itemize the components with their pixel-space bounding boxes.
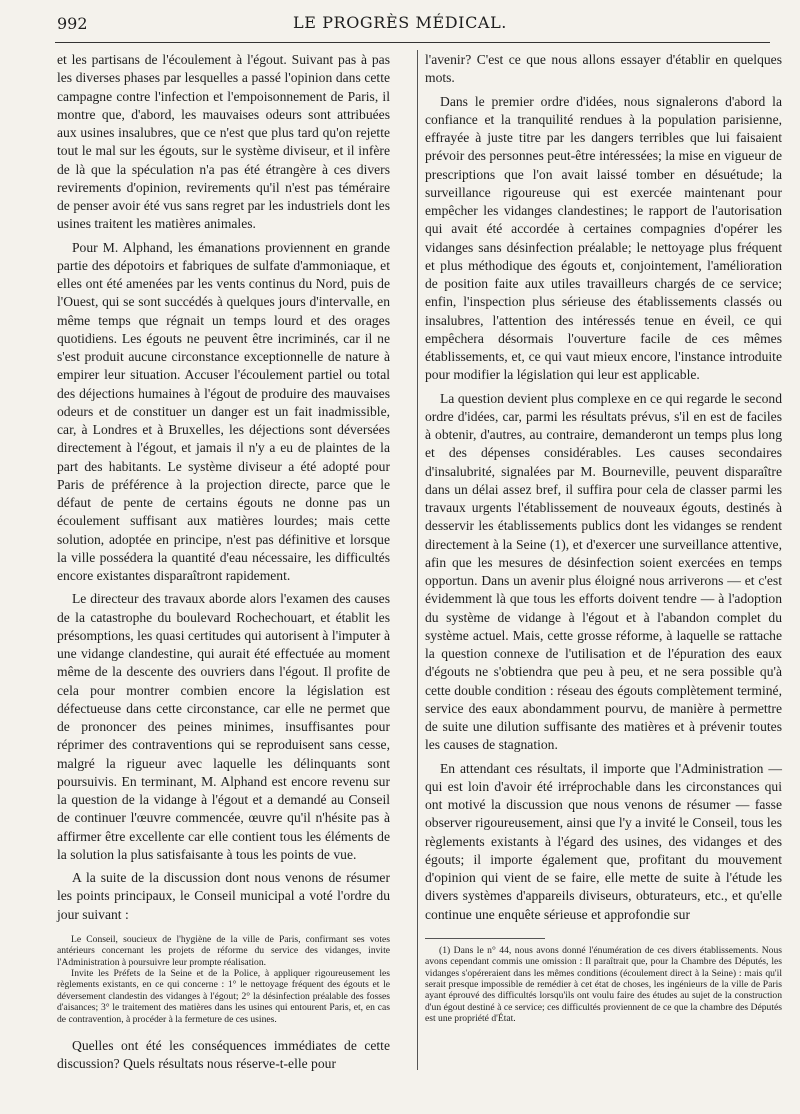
right-column [425,51,782,1025]
paragraph-left-5: Quelles ont été les conséquences immédiates de cette discussion? Quels résultats nous réserve-t-elle pour [57,1038,390,1072]
paragraph-left-1: et les partisans de l'écoulement à l'égout. Suivant pas à pas les diverses phases par lesquelles a passé l'opinion dans cette campagne contre l'infection et l'empoisonnement de Paris, il montre que, d'abord, les mauvaises odeurs sont attribuées aux usines insalubres, que ce n'est que plus tard qu'on rejette tout le mal sur les égouts, sur le système diviseur, et il infère de là que la spéculation n'a pas été étrangère à ces divers revirements d'opinion, revirements qu'il n'est pas téméraire de penser avoir été vus sans regret par les industriels dont les usines traitent les matières animales. [57,52,390,232]
header-rule [55,42,770,43]
paragraph-left-4: A la suite de la discussion dont nous venons de résumer les points principaux, le Conseil municipal a voté l'ordre du jour suivant : [57,870,390,922]
paragraph-right-2: Dans le premier ordre d'idées, nous signalerons d'abord la confiance et la tranquilité rendues à la population parisienne, effrayée à juste titre par les dangers terribles que lui faisaient prévoir des personnes peut-être intéressées; la mise en vigueur de prescriptions que l'on avait laissé tomber en désuétude; la surveillance rigoureuse qui est exercée maintenant pour empêcher les vidanges clandestines; le rapport de l'autorisation qui avait été accordée à certaines compagnies d'opérer les vidanges sans désinfection préalable; le nettoyage plus fréquent et plus méthodique des égouts et, conjointement, l'amélioration de position faite aux utiles travailleurs chargés de ce service; enfin, l'inspection plus sérieuse des établissements classés ou insalubres, l'attention des intéressés tenue en éveil, ce qui empêchera désormais l'ouverture facile de ces mêmes établissements, et, ce qui vaut mieux encore, l'instance introduite pour modifier la législation qui leur est applicable. [425,93,782,383]
paragraph-left-3: Le directeur des travaux aborde alors l'examen des causes de la catastrophe du boulevard Rochechouart, et établit les présomptions, les quasi certitudes qui autorisent à l'imputer à une vidange clandestine, qui aurait été effectuée au moment même de la descente des ouvriers dans l'égout. Il profite de cela pour montrer combien encore la législation est défectueuse dans cette circonstance, car elle ne permet que de prononcer des peines minimes, insuffisantes pour réprimer des contraventions qui se reproduisent sans cesse, malgré la rigueur avec laquelle les délinquants sont poursuivis. En terminant, M. Alphand est encore revenu sur la question de la vidange à l'égout et a demandé au Conseil de continuer l'œuvre commencée, œuvre qu'il n'hésite pas à affirmer être excellente car elle contient tous les éléments de la solution la plus satisfaisante à tous les points de vue. [57,591,390,862]
resolution-text-1: Le Conseil, soucieux de l'hygiène de la ville de Paris, confirmant ses votes antérieurs concernant les projets de réforme du service des vidanges, invite l'Administration à poursuivre leur prompte réalisation. [57,933,390,968]
running-head-title: LE PROGRÈS MÉDICAL. [293,13,507,32]
paragraph-right-1: l'avenir? C'est ce que nous allons essayer d'établir en quelques mots. [425,52,782,86]
paragraph-right-4: En attendant ces résultats, il importe que l'Administration — qui est loin d'avoir été irréprochable dans les circonstances qui ont motivé la discussion que nous venons de résumer — fasse observer rigoureusement, ainsi que l'y a invité le Conseil, tous les règlements existants à l'égard des usines, des vidanges et des égouts; il importe également que, profitant du mouvement d'opinion qui vient de se faire, elle mette de suite à l'étude les divers systèmes d'appareils diviseurs, obturateurs, etc., et qu'elle continue une enquête sérieuse et approfondie sur [425,760,782,922]
resolution-text-2: Invite les Préfets de la Seine et de la Police, à appliquer rigoureusement les règlements existants, en ce qui concerne : 1° le nettoyage fréquent des égouts et le déversement clandestin des vidanges à l'égout; 2° la désinfection préalable des fosses d'aisances; 3° le traitement des matières dans les usines qui entourent Paris, et, en cas de contravention, à procéder à la fermeture de ces usines. [57,967,390,1025]
page-number: 992 [57,14,88,33]
paragraph-right-3: La question devient plus complexe en ce qui regarde le second ordre d'idées, car, parmi les résultats prévus, s'il en est de faciles à obtenir, d'autres, au contraire, demanderont un temps plus long et des dépenses considérables. Les causes secondaires d'insalubrité, signalées par M. Bourneville, peuvent disparaître dans un délai assez bref, il suffira pour cela de classer parmi les travaux urgents l'établissement de nouveaux égouts, destinés à desservir les établissements publics dont les vidanges se rendent directement à la Seine (1), et d'exercer une surveillance attentive, afin que les mesures de désinfection soient exercées en temps opportun. Dans un avenir plus éloigné nous arriverons — et c'est évidemment là que tous les efforts doivent tendre — à l'adoption du système de vidange à l'égout et à l'abandon complet du système actuel. Mais, cette grosse réforme, à laquelle se rattache la question connexe de l'utilisation et de l'épuration des eaux d'égouts ne s'obtiendra que peu à peu, et ne sera possible qu'à cette double condition : réseau des égouts complètement terminé, service des eaux abondamment pourvu, de manière à permettre de suite une dilution suffisante des matières et à prévenir toutes les causes de stagnation. [425,390,782,753]
left-column [57,51,390,1074]
footnote: (1) Dans le n° 44, nous avons donné l'énumération de ces divers établissements. Nous avons cependant commis une omission : Il paraîtrait que, pour la Chambre des Députés, les vidanges s'opéreraient dans les mêmes conditions (écoulement direct à la Seine) : mais qu'il serait presque impossible de remédier à cet état de choses, les ingénieurs de la ville de Paris ayant éprouvé des difficultés lorsqu'ils ont voulu faire des études au sujet de la construction d'un égout destiné à ce service; ces difficultés proviennent de ce que la chambre des Députés est une propriété d'État. [425,944,782,1025]
paragraph-left-2: Pour M. Alphand, les émanations proviennent en grande partie des dépotoirs et fabriques de sulfate d'ammoniaque, et elles ont été amenées par les vents continus du Nord, puis de l'Ouest, qui se sont succédés à quelques jours d'intervalle, en même temps que régnait un temps lourd et des orages quotidiens. Les égouts ne peuvent être incriminés, car il ne s'est produit aucune circonstance exceptionnelle de nature à empirer leur situation. Accuser l'écoulement partiel ou total des déjections humaines à l'égout de produire des mauvaises odeurs et de constituer un danger est un fait inadmissible, car, à Londres et à Bruxelles, les déjections sont déversées directement à l'égout, et jamais il n'y a eu de plaintes de la part des habitants. Le système diviseur a été adopté pour Paris de préférence à la projection directe, parce que le défaut de pente de certains égouts ne donne pas un écoulement suffisant aux matières lourdes; mais cette solution, adoptée en principe, n'est pas définitive et lorsque la ville possédera la quantité d'eau nécessaire, les difficultés encore existantes disparaîtront rapidement. [57,239,390,583]
footnote-rule [425,938,545,939]
column-divider [417,50,418,1070]
